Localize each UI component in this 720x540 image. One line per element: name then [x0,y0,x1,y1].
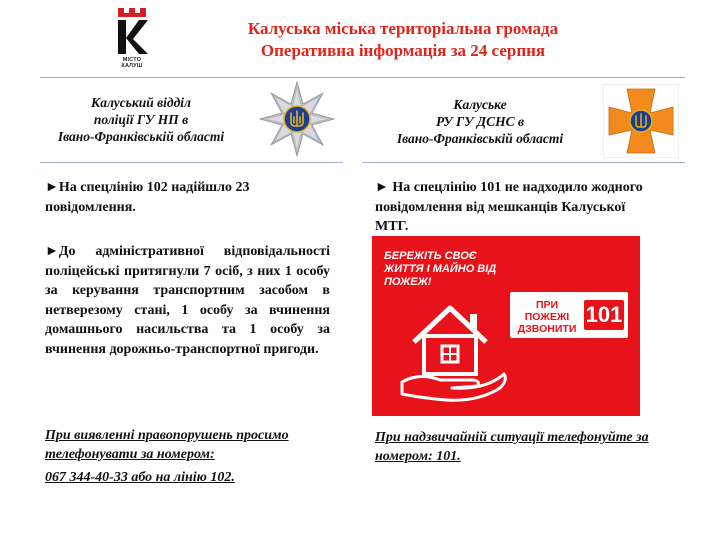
police-contact-number[interactable]: 067 344-40-33 або на лінію 102. [45,470,235,485]
police-heading-line-2: поліції ГУ НП в [93,112,189,127]
banner-call-text: ПРИ ПОЖЕЖІ ДЗВОНИТИ [517,299,577,335]
logo-caption-line-2: КАЛУШ [121,63,143,69]
police-divider [40,162,343,163]
dsns-report: ► На спецлінію 101 не надходило жодного повідомлення від мешканців Калуської МТГ. [375,180,643,234]
police-report-offenders: ►До адміністративної відповідальності поліцейські притягнули 7 осіб, з них 1 особу за керування транспортним засобом в нетверезому стані, 1 особу за вчинення домашнього насильства та 1 особу за вчинення дорожньо-транспортної пригоди. [45,244,330,357]
dsns-heading-line-1: Калуське [453,97,507,112]
logo-caption [113,57,151,69]
dsns-contact-note[interactable]: При надзвичайній ситуації телефонуйте за номером: 101. [375,430,649,464]
page-title-line-2: Оперативна інформація за 24 серпня [260,41,546,60]
police-heading-line-1: Калуський відділ [91,95,191,110]
page-title-line-1: Калуська міська територіальна громада [247,19,559,38]
dsns-heading-line-2: РУ ГУ ДСНС в [435,114,525,129]
fire-safety-banner [372,236,640,416]
dsns-heading-line-3: Івано-Франківській області [396,131,564,146]
header-divider [40,77,685,78]
banner-slogan: БЕРЕЖІТЬ СВОЄ ЖИТТЯ І МАЙНО ВІД ПОЖЕЖ! [384,250,497,288]
police-star-emblem-icon [258,80,336,158]
house-in-hand-icon [400,296,510,406]
police-report-calls: ►На спецлінію 102 надійшло 23 повідомлення. [45,180,250,215]
police-heading-line-3: Івано-Франківській області [57,129,225,144]
banner-emergency-number: 101 [584,300,624,330]
dsns-emblem-icon [603,84,679,158]
dsns-heading [365,96,595,147]
police-contact-note: При виявленні правопорушень просимо телефонувати за номером: [45,428,289,462]
logo-caption-line-1: МІСТО [122,57,142,63]
dsns-divider [362,162,685,163]
police-heading [36,94,246,145]
